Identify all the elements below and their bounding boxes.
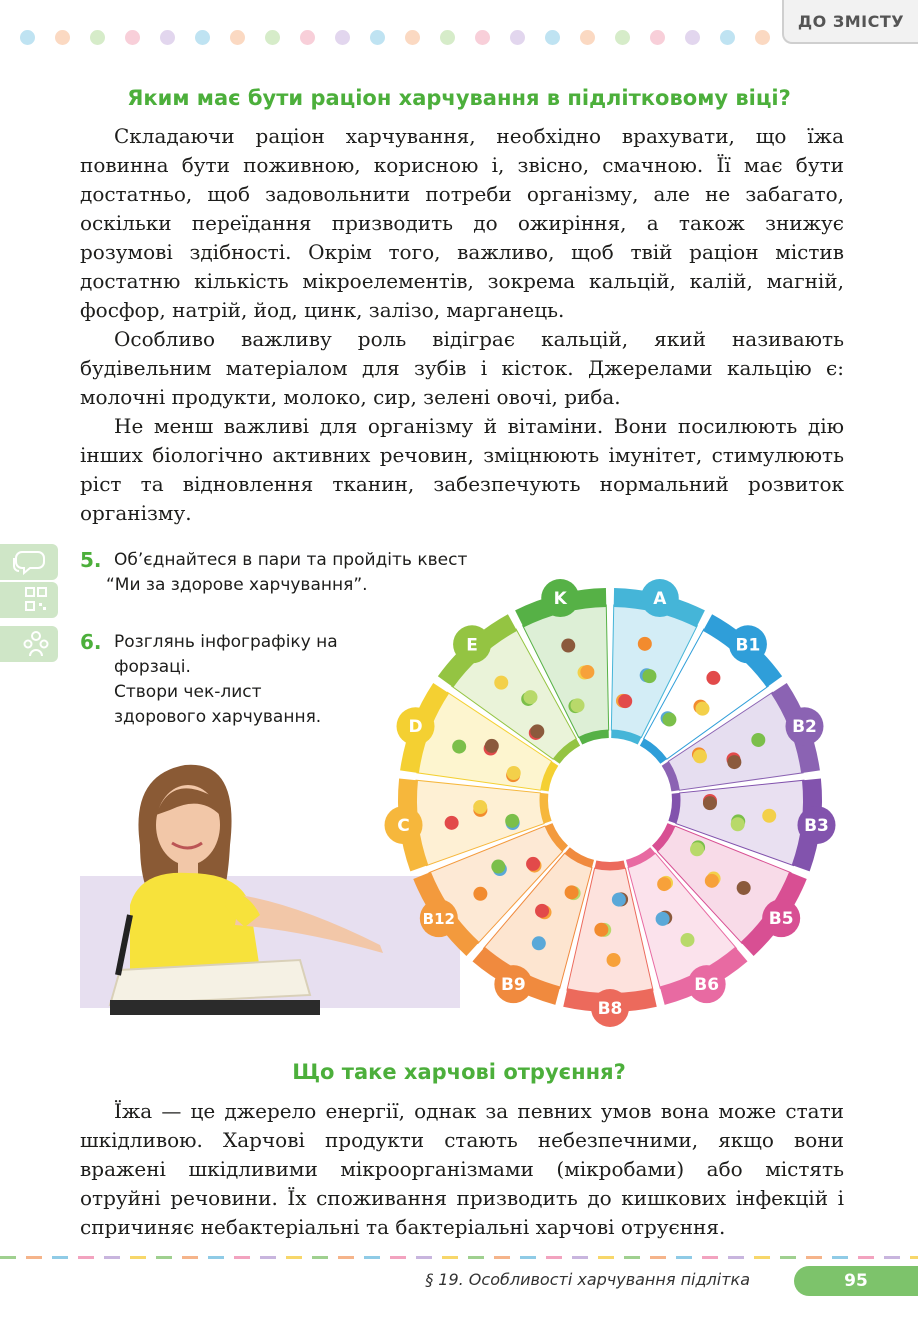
food-icon	[727, 755, 741, 769]
decorative-dot	[650, 30, 665, 45]
food-icon	[657, 877, 671, 891]
food-icon	[662, 713, 676, 727]
paragraph-diet-3: Не менш важливі для організму й вітаміни. Вони посилюють дію інших біологічно активних речовин, зміцнюють імунітет, стимулюють ріст та відновлення тканин, забезпечують нормальний розвиток організму.	[80, 414, 844, 525]
vitamin-label: A	[653, 589, 667, 610]
food-icon	[618, 694, 632, 708]
decorative-dot	[720, 30, 735, 45]
vitamin-label: B5	[768, 909, 794, 930]
decorative-dot	[90, 30, 105, 45]
decorative-dash	[338, 1256, 354, 1259]
decorative-dash	[624, 1256, 640, 1259]
decorative-dash	[884, 1256, 900, 1259]
decorative-dot	[510, 30, 525, 45]
decorative-dash	[572, 1256, 588, 1259]
decorative-dot	[265, 30, 280, 45]
toc-button[interactable]: ДО ЗМІСТУ	[782, 0, 918, 44]
food-icon	[693, 749, 707, 763]
decorative-dash	[104, 1256, 120, 1259]
vitamin-label: B3	[804, 816, 829, 837]
food-icon	[706, 671, 720, 685]
decorative-dot	[545, 30, 560, 45]
food-icon	[505, 814, 519, 828]
decorative-dash	[806, 1256, 822, 1259]
decorative-dash	[650, 1256, 666, 1259]
decorative-dot	[300, 30, 315, 45]
decorative-dot	[125, 30, 140, 45]
decorative-dot	[335, 30, 350, 45]
vitamin-label: B9	[500, 975, 526, 996]
decorative-dash	[598, 1256, 614, 1259]
food-icon	[642, 669, 656, 683]
food-icon	[731, 817, 745, 831]
section-title-diet: Яким має бути раціон харчування в підлітковому віці?	[127, 86, 791, 110]
vitamin-label: B2	[792, 717, 817, 738]
vitamin-label: D	[408, 717, 423, 738]
food-icon	[594, 923, 608, 937]
decorative-dash	[130, 1256, 146, 1259]
decorative-dash	[208, 1256, 224, 1259]
page-number: 95	[794, 1266, 918, 1296]
food-icon	[751, 733, 765, 747]
vitamin-label: E	[466, 635, 478, 656]
food-icon	[532, 936, 546, 950]
food-icon	[571, 698, 585, 712]
decorative-dot	[405, 30, 420, 45]
footer-dashed-line	[0, 1256, 918, 1259]
food-icon	[762, 809, 776, 823]
vitamin-label: K	[553, 589, 567, 610]
decorative-dot	[370, 30, 385, 45]
decorative-dot	[55, 30, 70, 45]
paragraph-diet-1: Складаючи раціон харчування, необхідно врахувати, що їжа повинна бути поживною, корисною і, звісно, смачною. Її має бути достатньо, щоб задовольнити потреби організму, але не забагато, оскільки переїдання призводить до ожиріння, а також знижує розумові здібності. Окрім того, важливо, щоб твій раціон містив достатню кількість мікроелементів, зокрема кальцій, калій, магній, фосфор, натрій, йод, цинк, залізо, марганець.	[80, 124, 844, 322]
food-icon	[523, 690, 537, 704]
decorative-dash	[910, 1256, 918, 1259]
food-icon	[561, 639, 575, 653]
task-text-line: здорового харчування.	[114, 707, 322, 727]
decorative-dash	[494, 1256, 510, 1259]
footer-chapter-title: § 19. Особливості харчування підлітка	[425, 1270, 750, 1289]
decorative-dash	[702, 1256, 718, 1259]
vitamin-label: B12	[422, 910, 455, 929]
food-icon	[690, 842, 704, 856]
decorative-dash	[234, 1256, 250, 1259]
decorative-dash	[312, 1256, 328, 1259]
food-icon	[485, 739, 499, 753]
speech-bubbles-icon	[0, 544, 58, 580]
decorative-dash	[728, 1256, 744, 1259]
food-icon	[565, 885, 579, 899]
decorative-dot	[615, 30, 630, 45]
food-icon	[705, 874, 719, 888]
food-icon	[737, 881, 751, 895]
decorative-dot	[230, 30, 245, 45]
section-title-poisoning: Що таке харчові отруєння?	[292, 1060, 626, 1084]
task-text-line: форзаці.	[114, 657, 191, 677]
food-icon	[473, 887, 487, 901]
food-icon	[445, 816, 459, 830]
decorative-dot	[475, 30, 490, 45]
decorative-dash	[780, 1256, 796, 1259]
group-work-icon	[0, 626, 58, 662]
task-6	[80, 630, 380, 730]
decorative-dot	[755, 30, 770, 45]
food-icon	[473, 800, 487, 814]
vitamin-label: B6	[694, 975, 720, 996]
food-icon	[530, 724, 544, 738]
decorative-dash	[26, 1256, 42, 1259]
decorative-dot	[20, 30, 35, 45]
decorative-dash	[520, 1256, 536, 1259]
task-text-line: “Ми за здорове харчування”.	[106, 575, 368, 595]
decorative-dash	[0, 1256, 16, 1259]
food-icon	[703, 796, 717, 810]
vitamin-wheel-infographic	[370, 560, 850, 1040]
food-icon	[612, 893, 626, 907]
task-text-line: Розглянь інфографіку на	[114, 632, 338, 652]
decorative-dots-row	[20, 30, 780, 46]
paragraph-diet-2: Особливо важливу роль відіграє кальцій, який називають будівельним матеріалом для зубів і кісток. Джерелами кальцію є: молочні продукти, молоко, сир, зелені овочі, риба.	[80, 327, 844, 409]
decorative-dash	[676, 1256, 692, 1259]
task-text-line: Об’єднайтеся в пари та пройдіть квест	[114, 550, 468, 570]
decorative-dash	[390, 1256, 406, 1259]
decorative-dash	[182, 1256, 198, 1259]
food-icon	[638, 637, 652, 651]
food-icon	[535, 904, 549, 918]
task-number: 6.	[80, 630, 102, 654]
food-icon	[494, 676, 508, 690]
vitamin-label: C	[397, 816, 410, 837]
decorative-dash	[286, 1256, 302, 1259]
food-icon	[696, 702, 710, 716]
qr-code-icon	[0, 582, 58, 618]
wheel-center	[550, 740, 670, 860]
food-icon	[680, 933, 694, 947]
food-icon	[491, 860, 505, 874]
decorative-dot	[685, 30, 700, 45]
decorative-dash	[442, 1256, 458, 1259]
vitamin-label: B1	[735, 635, 761, 656]
decorative-dash	[156, 1256, 172, 1259]
decorative-dash	[832, 1256, 848, 1259]
task-number: 5.	[80, 548, 102, 572]
food-icon	[580, 665, 594, 679]
food-icon	[526, 857, 540, 871]
food-icon	[452, 740, 466, 754]
food-icon	[507, 766, 521, 780]
decorative-dash	[546, 1256, 562, 1259]
decorative-dash	[364, 1256, 380, 1259]
segment-inner-rim	[595, 860, 626, 870]
decorative-dot	[195, 30, 210, 45]
decorative-dash	[416, 1256, 432, 1259]
decorative-dash	[858, 1256, 874, 1259]
decorative-dash	[754, 1256, 770, 1259]
food-icon	[656, 912, 670, 926]
decorative-dash	[260, 1256, 276, 1259]
decorative-dot	[580, 30, 595, 45]
task-text-line: Створи чек-лист	[114, 682, 262, 702]
decorative-dash	[78, 1256, 94, 1259]
decorative-dash	[52, 1256, 68, 1259]
vitamin-label: B8	[597, 999, 623, 1019]
food-icon	[607, 953, 621, 967]
paragraph-poisoning: Їжа — це джерело енергії, однак за певних умов вона може стати шкідливою. Харчові продукти стають небезпечними, якщо вони вражені шкідливими мікроорганізмами (мікробами) або містять отруйні речовини. Їх споживання призводить до кишкових інфекцій і спричиняє небактеріальні та бактеріальні харчові отруєння.	[80, 1099, 844, 1239]
decorative-dot	[440, 30, 455, 45]
decorative-dot	[160, 30, 175, 45]
decorative-dash	[468, 1256, 484, 1259]
